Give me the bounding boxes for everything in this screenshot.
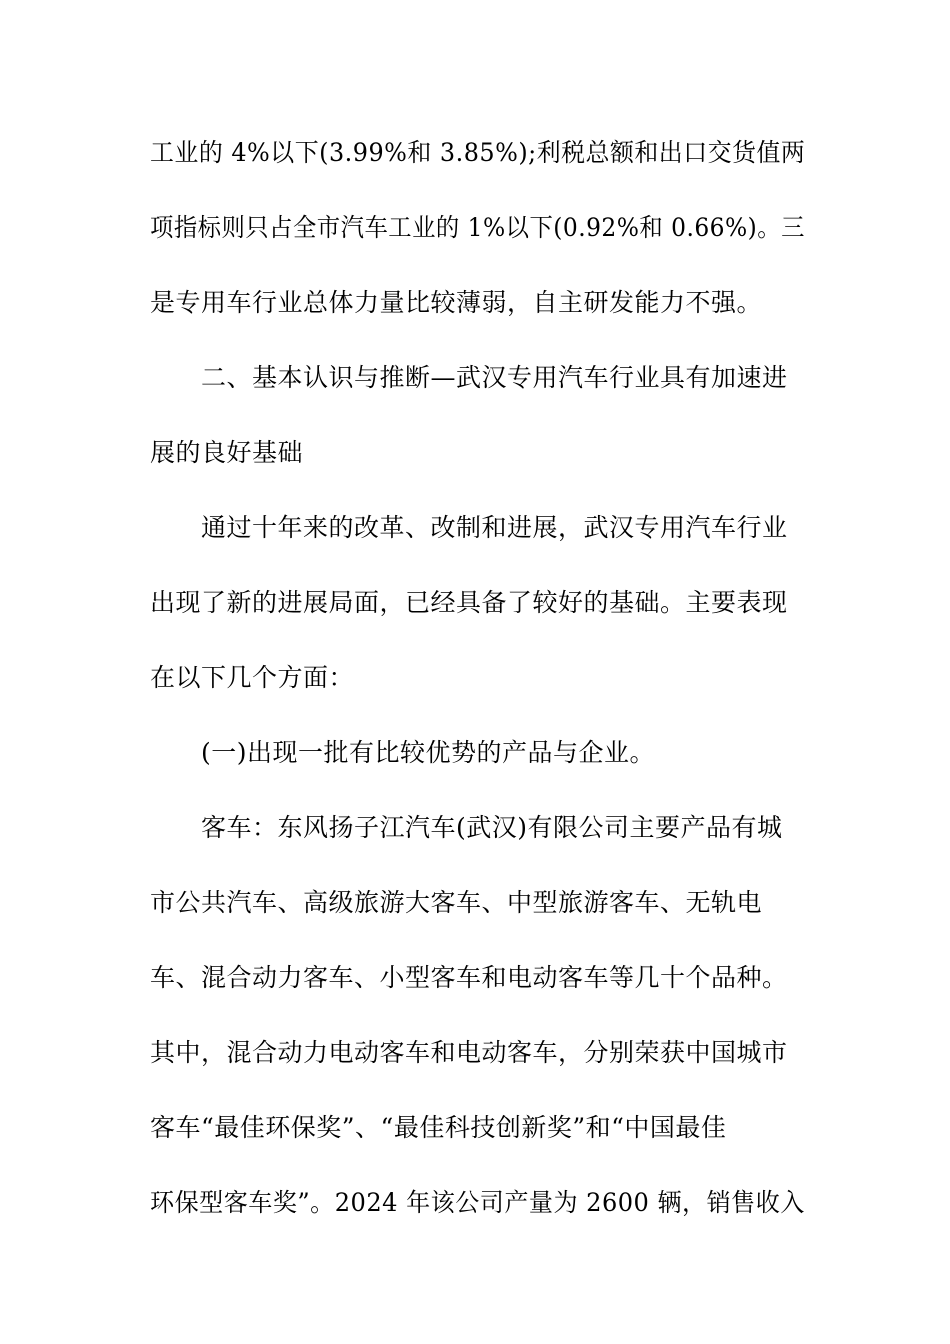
subsection-heading: (一)出现一批有比较优势的产品与企业。 xyxy=(201,738,656,767)
text-line: 工业的 4%以下(3.99%和 3.85%);利税总额和出口交货值两 xyxy=(150,138,806,167)
text-line: 环保型客车奖”。2024 年该公司产量为 2600 辆，销售收入 xyxy=(150,1188,805,1217)
section-heading: 二、基本认识与推断—武汉专用汽车行业具有加速进 xyxy=(201,363,788,392)
paragraph-start: 客车：东风扬子江汽车(武汉)有限公司主要产品有城 xyxy=(201,813,783,842)
text-line: 客车“最佳环保奖”、“最佳科技创新奖”和“中国最佳 xyxy=(150,1113,727,1142)
text-line: 车、混合动力客车、小型客车和电动客车等几十个品种。 xyxy=(150,963,788,992)
text-line: 是专用车行业总体力量比较薄弱，自主研发能力不强。 xyxy=(150,288,763,317)
text-line: 出现了新的进展局面，已经具备了较好的基础。主要表现 xyxy=(150,588,788,617)
text-line: 项指标则只占全市汽车工业的 1%以下(0.92%和 0.66%)。三 xyxy=(150,213,805,242)
text-line: 其中，混合动力电动客车和电动客车，分别荣获中国城市 xyxy=(150,1038,788,1067)
text-line: 在以下几个方面： xyxy=(150,663,355,692)
section-heading-continued: 展的良好基础 xyxy=(150,438,304,467)
text-line: 市公共汽车、高级旅游大客车、中型旅游客车、无轨电 xyxy=(150,888,763,917)
paragraph-start: 通过十年来的改革、改制和进展，武汉专用汽车行业 xyxy=(201,513,788,542)
